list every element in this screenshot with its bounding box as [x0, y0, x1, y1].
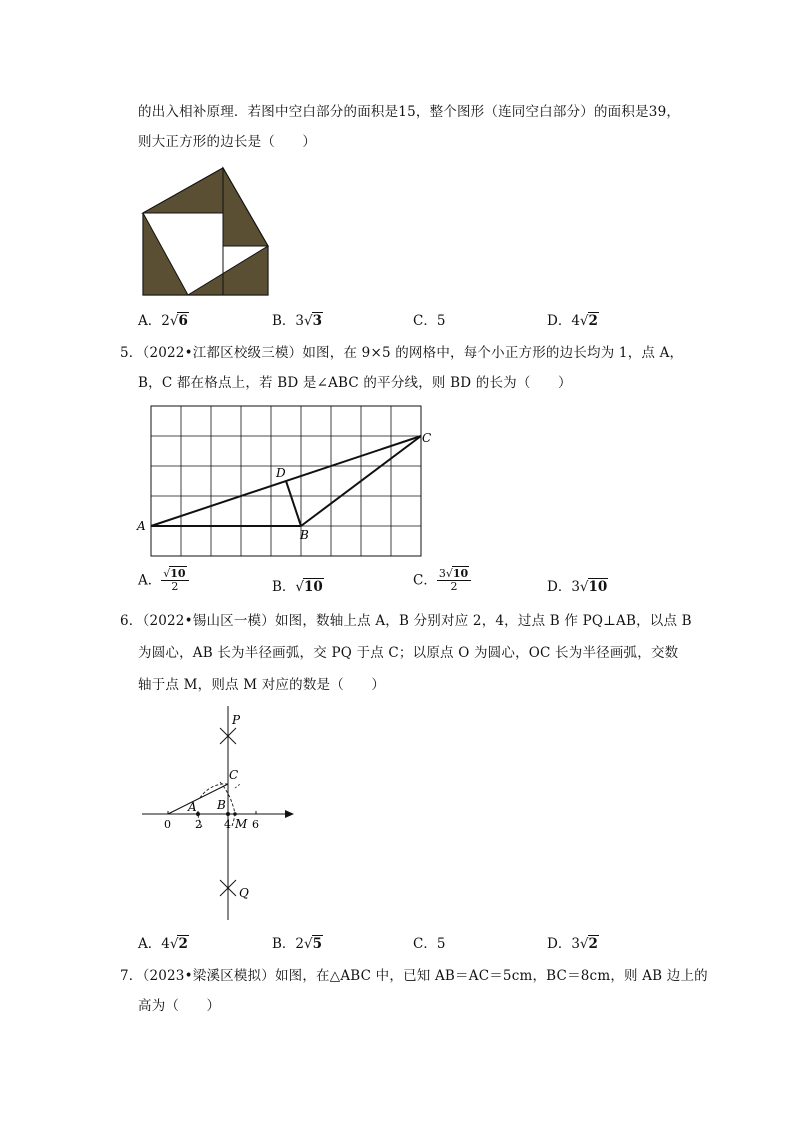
q5-text-line1: 5．（2022•江都区校级三模）如图，在 9×5 的网格中，每个小正方形的边长均为 1，点 A，: [120, 345, 684, 361]
label-p: P: [232, 713, 241, 727]
q5-option-a[interactable]: A． $\frac{√10}{2}$: [138, 568, 189, 593]
q4-option-b[interactable]: B．3√3: [272, 313, 323, 329]
q6-option-a[interactable]: A．4√2: [138, 936, 188, 952]
q4-text-line1: 的出入相补原理．若图中空白部分的面积是15，整个图形（连同空白部分）的面积是39，: [138, 104, 681, 120]
label-c: C: [422, 431, 432, 445]
q6-option-b[interactable]: B．2√5: [272, 936, 323, 952]
q6-text-line3: 轴于点 M，则点 M 对应的数是（ ）: [138, 677, 386, 693]
label-c: C: [229, 768, 239, 782]
q6-option-c[interactable]: C．5: [413, 936, 446, 952]
label-m: M: [235, 817, 248, 831]
q7-text-line2: 高为（ ）: [138, 998, 221, 1014]
label-a: A: [137, 519, 146, 533]
q5-option-b[interactable]: B．√10: [272, 579, 323, 595]
q6-text-line1: 6．（2022•锡山区一模）如图，数轴上点 A，B 分别对应 2，4，过点 B 作 PQ⊥AB，以点 B: [120, 613, 692, 629]
q4-text-line2: 则大正方形的边长是（ ）: [138, 134, 317, 150]
q4-option-a[interactable]: A．2√6: [138, 313, 188, 329]
q6-option-d[interactable]: D．3√2: [547, 936, 598, 952]
q4-option-d[interactable]: D．4√2: [547, 313, 598, 329]
q7-text-line1: 7．（2023•梁溪区模拟）如图，在△ABC 中，已知 AB＝AC＝5cm，BC＝8cm，则 AB 边上的: [120, 968, 708, 984]
tick-4: 4: [224, 818, 231, 831]
axis-arrow: [285, 810, 294, 818]
q5-grid-figure: [134, 400, 434, 562]
q5-text-line2: B，C 都在格点上，若 BD 是∠ABC 的平分线，则 BD 的长为（ ）: [138, 375, 572, 391]
label-b: B: [300, 528, 309, 542]
q6-text-line2: 为圆心，AB 长为半径画弧，交 PQ 于点 C；以原点 O 为圆心，OC 长为半径画弧，交数: [138, 645, 679, 661]
label-d: D: [276, 466, 286, 480]
q4-option-c[interactable]: C．5: [413, 313, 446, 329]
tick-6: 6: [252, 818, 259, 831]
q5-option-c[interactable]: C． $\frac{3√10}{2}$: [413, 568, 471, 593]
tick-2: 2: [195, 818, 202, 831]
label-a: A: [188, 800, 197, 814]
tick-0: 0: [164, 818, 171, 831]
triangle-abc: [151, 436, 421, 526]
q6-numberline-figure: [140, 702, 300, 924]
q5-option-d[interactable]: D．3√10: [547, 579, 608, 595]
label-b: B: [217, 798, 226, 812]
label-q: Q: [239, 886, 249, 900]
q4-figure: [138, 165, 274, 299]
